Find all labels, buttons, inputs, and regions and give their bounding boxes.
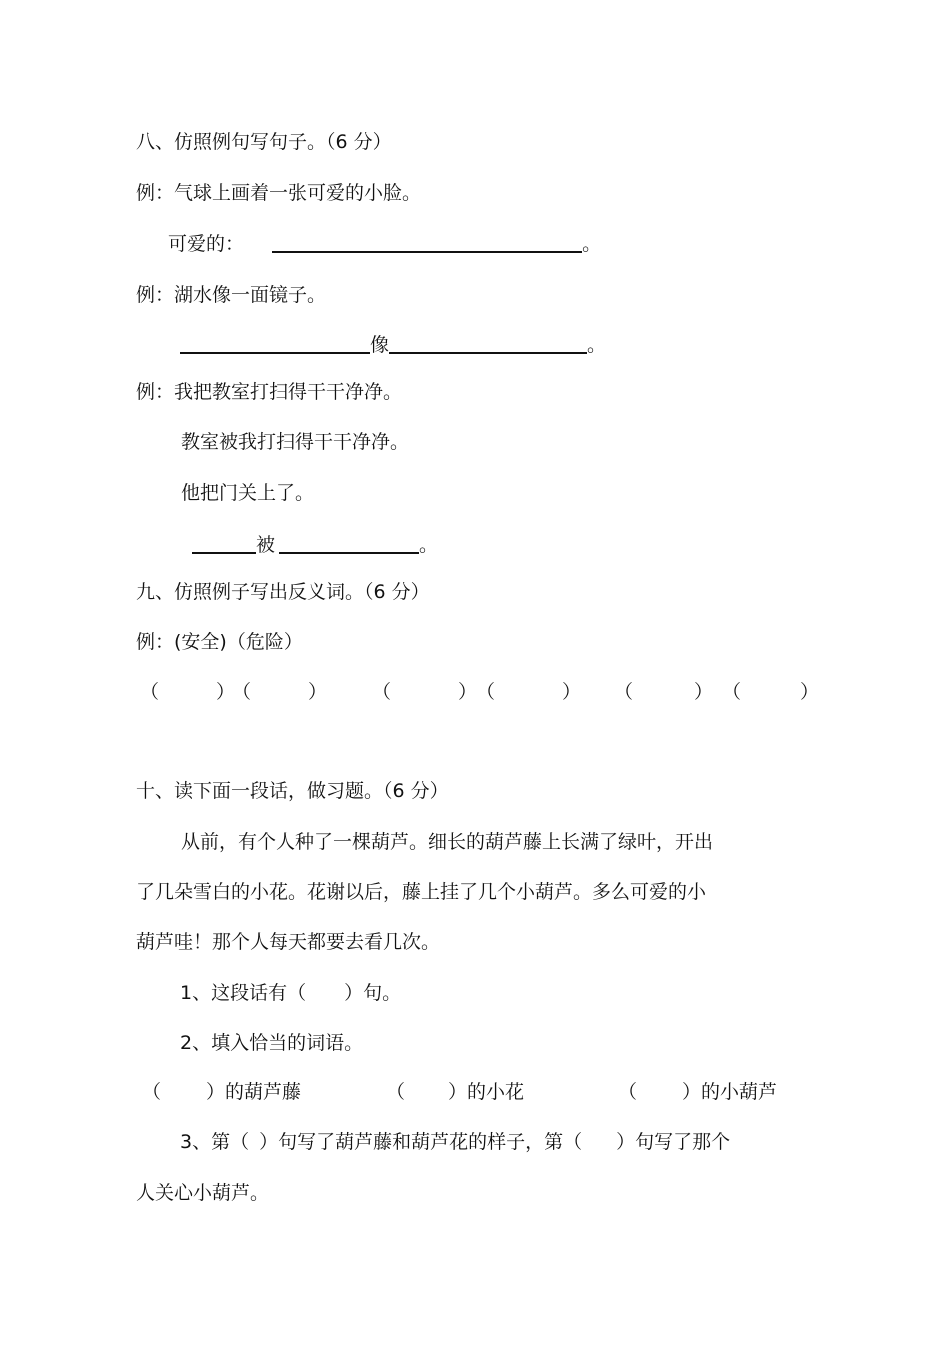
q10-item-3 [180,1130,730,1154]
answer-paren[interactable]: （ [372,681,392,703]
answer-paren[interactable]: （ [142,1081,162,1103]
antonym-row [140,680,820,704]
answer-paren[interactable]: （ [618,1081,638,1103]
q8-answer-line-3 [192,533,438,557]
answer-paren[interactable]: （ [386,1081,406,1103]
q10-item-3-line-2: 人关心小葫芦。 [136,1182,270,1204]
answer-paren-close: ） [694,681,714,703]
q8-example-1: 例：气球上画着一张可爱的小脸。 [136,182,422,204]
passage-line-1: 从前，有个人种了一棵葫芦。细长的葫芦藤上长满了绿叶，开出 [181,831,714,853]
q8-example-2: 例：湖水像一面镜子。 [136,284,327,306]
answer-blank[interactable] [279,534,419,554]
answer-paren-close: ） [308,681,328,703]
q10-fill-row [142,1080,802,1104]
q8-middle-3: 被 [256,534,276,556]
answer-paren[interactable]: （ [232,681,252,703]
q8-prompt-1: 可爱的： [168,233,245,255]
answer-paren[interactable]: （ [614,681,634,703]
q10-item-1-before: 1、这段话有（ [180,982,307,1004]
q8-title: 八、仿照例句写句子。（6 分） [136,131,392,153]
answer-paren-close: ） [458,681,478,703]
answer-paren-close: ） [562,681,582,703]
passage-line-3: 葫芦哇！那个人每天都要去看几次。 [136,931,441,953]
answer-paren[interactable]: （ [722,681,742,703]
q10-item-3-part3: ）句写了那个 [616,1131,731,1153]
q10-item-2: 2、填入恰当的词语。 [180,1032,364,1054]
answer-paren[interactable]: （ [476,681,496,703]
answer-paren[interactable]: （ [140,681,160,703]
q8-middle-2: 像 [370,334,390,356]
fill-item-3: ）的小葫芦 [682,1081,778,1103]
q8-answer-line-1 [168,232,601,256]
period: 。 [419,534,439,556]
fill-item-2: ）的小花 [448,1081,525,1103]
answer-blank[interactable] [389,334,587,354]
period: 。 [587,334,607,356]
answer-paren-close: ） [216,681,236,703]
answer-blank[interactable] [272,233,582,253]
q10-item-1 [180,981,401,1005]
q8-answer-line-2 [180,333,606,357]
answer-paren-close: ） [800,681,820,703]
fill-item-1: ）的葫芦藤 [206,1081,302,1103]
q10-item-3-part2: ）句写了葫芦藤和葫芦花的样子，第（ [259,1131,583,1153]
q9-title: 九、仿照例子写出反义词。（6 分） [136,581,430,603]
passage-line-2: 了几朵雪白的小花。花谢以后，藤上挂了几个小葫芦。多么可爱的小 [136,881,707,903]
q8-converted-3: 教室被我打扫得干干净净。 [181,431,410,453]
period: 。 [582,233,602,255]
answer-blank[interactable] [180,334,370,354]
q8-example-3: 例：我把教室打扫得干干净净。 [136,381,403,403]
q9-example: 例：(安全)（危险） [136,631,303,653]
q10-item-3-part1: 3、第（ [180,1131,250,1153]
answer-blank[interactable] [192,534,256,554]
q10-title: 十、读下面一段话，做习题。（6 分） [136,780,449,802]
q8-task-3: 他把门关上了。 [181,482,315,504]
q10-item-1-after: ）句。 [344,982,402,1004]
